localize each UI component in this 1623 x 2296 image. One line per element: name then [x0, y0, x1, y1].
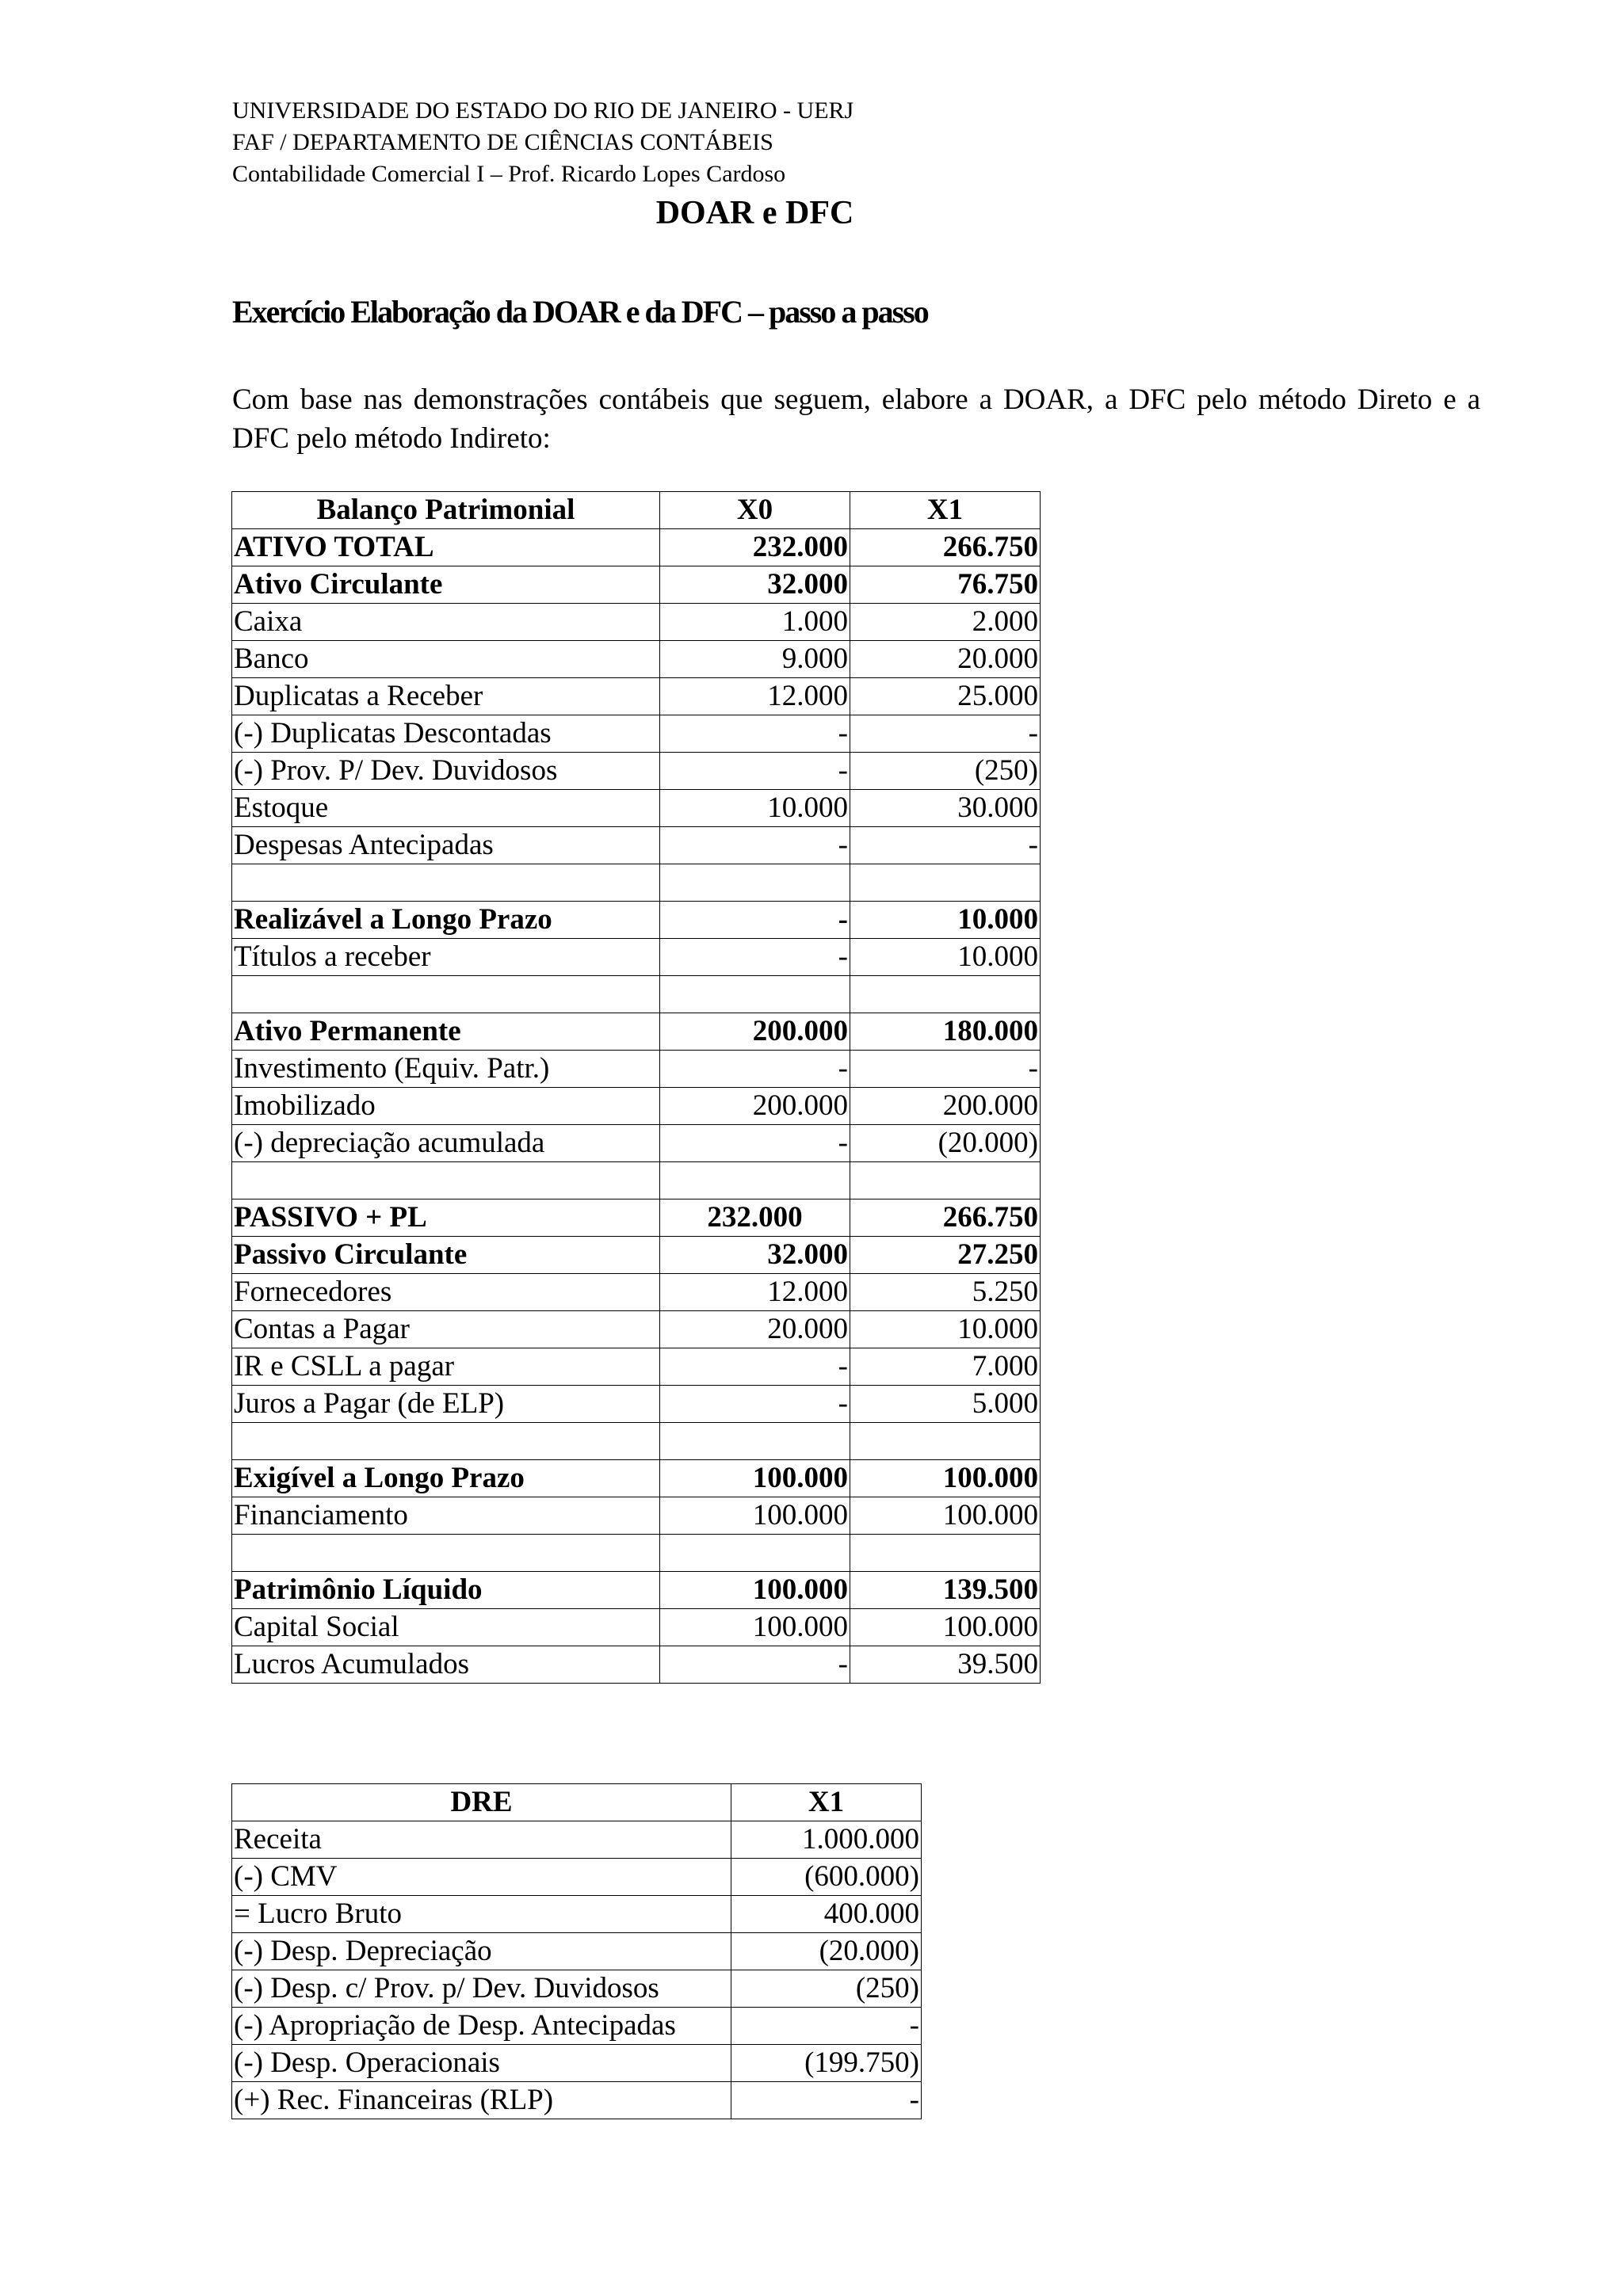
- dre-row: [232, 2045, 922, 2082]
- balance-sheet-row-x1: 25.000: [850, 678, 1041, 715]
- dre-row: [232, 1970, 922, 2008]
- dre-row: [232, 1821, 922, 1859]
- balance-sheet-row: [232, 1013, 1041, 1051]
- balance-sheet-row-x0: 200.000: [660, 1088, 850, 1125]
- intro-paragraph: Com base nas demonstrações contábeis que seguem, elabore a DOAR, a DFC pelo método Direto e a DFC pelo método Indireto:: [232, 383, 1480, 455]
- balance-sheet-row-x1: (20.000): [850, 1125, 1041, 1162]
- balance-sheet-row-x0: 200.000: [660, 1013, 850, 1051]
- balance-sheet-row-label: (-) Duplicatas Descontadas: [232, 715, 660, 753]
- balance-sheet-row-x0: -: [660, 715, 850, 753]
- balance-sheet-row-label: [232, 1535, 660, 1572]
- balance-sheet-row-x1: 100.000: [850, 1609, 1041, 1646]
- balance-sheet-row-label: [232, 1162, 660, 1199]
- balance-sheet-row: [232, 1460, 1041, 1497]
- balance-sheet-row: [232, 1423, 1041, 1460]
- balance-sheet-row-x1: -: [850, 1051, 1041, 1088]
- balance-sheet-row-label: Duplicatas a Receber: [232, 678, 660, 715]
- balance-sheet-row-label: [232, 976, 660, 1013]
- balance-sheet-row-label: Estoque: [232, 790, 660, 827]
- balance-sheet-row-x1: 76.750: [850, 566, 1041, 604]
- balance-sheet-row-x1: 20.000: [850, 641, 1041, 678]
- balance-sheet-row-label: Ativo Circulante: [232, 566, 660, 604]
- dre-row-label: = Lucro Bruto: [232, 1896, 731, 1933]
- balance-sheet-row-x0: -: [660, 902, 850, 939]
- balance-sheet-row-x0: 100.000: [660, 1460, 850, 1497]
- balance-sheet-row-x1: 100.000: [850, 1497, 1041, 1535]
- balance-sheet-row: [232, 1162, 1041, 1199]
- dre-row-label: (-) Desp. Depreciação: [232, 1933, 731, 1970]
- balance-sheet-row: [232, 1348, 1041, 1386]
- balance-sheet-row-x1: 266.750: [850, 529, 1041, 566]
- balance-sheet-row: [232, 1311, 1041, 1348]
- dre-row-x1: -: [731, 2008, 922, 2045]
- dre-row-x1: (600.000): [731, 1859, 922, 1896]
- balance-sheet-row: [232, 641, 1041, 678]
- balance-sheet-row-x0: -: [660, 1051, 850, 1088]
- balance-sheet-header-label: Balanço Patrimonial: [232, 492, 660, 529]
- balance-sheet-row-x1: 10.000: [850, 939, 1041, 976]
- balance-sheet-row-x0: 32.000: [660, 1237, 850, 1274]
- balance-sheet-row-label: Capital Social: [232, 1609, 660, 1646]
- balance-sheet-row-x1: (250): [850, 753, 1041, 790]
- header-department: FAF / DEPARTAMENTO DE CIÊNCIAS CONTÁBEIS: [232, 129, 773, 155]
- balance-sheet-row: [232, 1125, 1041, 1162]
- balance-sheet-row: [232, 827, 1041, 864]
- balance-sheet-row-label: Passivo Circulante: [232, 1237, 660, 1274]
- balance-sheet-row-label: Imobilizado: [232, 1088, 660, 1125]
- balance-sheet-row-x0: 100.000: [660, 1609, 850, 1646]
- dre-row-label: Receita: [232, 1821, 731, 1859]
- balance-sheet-row: [232, 678, 1041, 715]
- balance-sheet-row-x0: 20.000: [660, 1311, 850, 1348]
- balance-sheet-header-x0: X0: [660, 492, 850, 529]
- header-university: UNIVERSIDADE DO ESTADO DO RIO DE JANEIRO - UERJ: [232, 97, 854, 124]
- balance-sheet-row: [232, 1572, 1041, 1609]
- dre-row: [232, 2008, 922, 2045]
- balance-sheet-row-label: Fornecedores: [232, 1274, 660, 1311]
- balance-sheet-row-x1: 5.000: [850, 1386, 1041, 1423]
- balance-sheet-row: [232, 1646, 1041, 1684]
- balance-sheet-row-x0: -: [660, 1125, 850, 1162]
- balance-sheet-row-x0: 100.000: [660, 1572, 850, 1609]
- dre-row-label: (-) Desp. Operacionais: [232, 2045, 731, 2082]
- balance-sheet-row-x0: 1.000: [660, 604, 850, 641]
- balance-sheet-row-label: Patrimônio Líquido: [232, 1572, 660, 1609]
- dre-row-x1: (199.750): [731, 2045, 922, 2082]
- balance-sheet-row-x1: 27.250: [850, 1237, 1041, 1274]
- exercise-title: Exercício Elaboração da DOAR e da DFC – passo a passo: [232, 294, 928, 330]
- dre-row-x1: 400.000: [731, 1896, 922, 1933]
- balance-sheet-row-label: Despesas Antecipadas: [232, 827, 660, 864]
- dre-header-label: DRE: [232, 1784, 731, 1821]
- balance-sheet-row-x1: 2.000: [850, 604, 1041, 641]
- balance-sheet-row-label: Juros a Pagar (de ELP): [232, 1386, 660, 1423]
- balance-sheet-row: [232, 753, 1041, 790]
- dre-row: [232, 1859, 922, 1896]
- dre-row-x1: (250): [731, 1970, 922, 2008]
- balance-sheet-row-label: ATIVO TOTAL: [232, 529, 660, 566]
- balance-sheet-row-label: Contas a Pagar: [232, 1311, 660, 1348]
- dre-row-label: (-) Apropriação de Desp. Antecipadas: [232, 2008, 731, 2045]
- balance-sheet-row: [232, 604, 1041, 641]
- balance-sheet-row-x0: 100.000: [660, 1497, 850, 1535]
- balance-sheet-row-label: Financiamento: [232, 1497, 660, 1535]
- balance-sheet-row: [232, 715, 1041, 753]
- balance-sheet-row-label: Lucros Acumulados: [232, 1646, 660, 1684]
- balance-sheet-row-x1: [850, 976, 1041, 1013]
- balance-sheet-row: [232, 976, 1041, 1013]
- balance-sheet-row: [232, 1386, 1041, 1423]
- balance-sheet-row: [232, 902, 1041, 939]
- balance-sheet-header-row: [232, 492, 1041, 529]
- balance-sheet-row-label: Ativo Permanente: [232, 1013, 660, 1051]
- balance-sheet-row-label: [232, 864, 660, 902]
- balance-sheet-row-x1: 30.000: [850, 790, 1041, 827]
- balance-sheet-row: [232, 1237, 1041, 1274]
- balance-sheet-row-x1: 100.000: [850, 1460, 1041, 1497]
- balance-sheet-row-x0: [660, 1162, 850, 1199]
- balance-sheet-row-x0: 12.000: [660, 1274, 850, 1311]
- balance-sheet-row-x0: 32.000: [660, 566, 850, 604]
- balance-sheet-row: [232, 1535, 1041, 1572]
- balance-sheet-row-label: (-) Prov. P/ Dev. Duvidosos: [232, 753, 660, 790]
- balance-sheet-row-x1: 39.500: [850, 1646, 1041, 1684]
- balance-sheet-row: [232, 864, 1041, 902]
- dre-row: [232, 1933, 922, 1970]
- dre-row-label: (+) Rec. Financeiras (RLP): [232, 2082, 731, 2119]
- balance-sheet-row-x0: -: [660, 1646, 850, 1684]
- balance-sheet-row-x1: 180.000: [850, 1013, 1041, 1051]
- dre-row-x1: -: [731, 2082, 922, 2119]
- balance-sheet-row-x0: -: [660, 1386, 850, 1423]
- balance-sheet-row-x1: [850, 1423, 1041, 1460]
- balance-sheet-row-label: Investimento (Equiv. Patr.): [232, 1051, 660, 1088]
- balance-sheet-row-x0: 232.000: [660, 1199, 850, 1237]
- balance-sheet-row: [232, 1088, 1041, 1125]
- balance-sheet-row-x1: [850, 1162, 1041, 1199]
- balance-sheet-row-x0: 10.000: [660, 790, 850, 827]
- header-course: Contabilidade Comercial I – Prof. Ricardo Lopes Cardoso: [232, 161, 786, 187]
- balance-sheet-row-x1: 200.000: [850, 1088, 1041, 1125]
- balance-sheet-row-x1: 7.000: [850, 1348, 1041, 1386]
- balance-sheet-row-x0: 9.000: [660, 641, 850, 678]
- balance-sheet-row-x1: 10.000: [850, 1311, 1041, 1348]
- dre-header-x1: X1: [731, 1784, 922, 1821]
- dre-row-x1: (20.000): [731, 1933, 922, 1970]
- balance-sheet-header-x1: X1: [850, 492, 1041, 529]
- dre-row: [232, 1896, 922, 1933]
- balance-sheet-row-x0: [660, 864, 850, 902]
- balance-sheet-row: [232, 790, 1041, 827]
- balance-sheet-row-x1: [850, 864, 1041, 902]
- balance-sheet-row-x1: 266.750: [850, 1199, 1041, 1237]
- balance-sheet-row-x0: [660, 1535, 850, 1572]
- balance-sheet-row: [232, 939, 1041, 976]
- balance-sheet-row-label: Títulos a receber: [232, 939, 660, 976]
- balance-sheet-row-x0: -: [660, 1348, 850, 1386]
- balance-sheet-row: [232, 1199, 1041, 1237]
- balance-sheet-row-x0: -: [660, 939, 850, 976]
- balance-sheet-table: [231, 491, 1041, 1684]
- balance-sheet-row-x0: -: [660, 827, 850, 864]
- balance-sheet-row-x0: 232.000: [660, 529, 850, 566]
- balance-sheet-row-label: Banco: [232, 641, 660, 678]
- balance-sheet-row-label: IR e CSLL a pagar: [232, 1348, 660, 1386]
- balance-sheet-row-x1: 5.250: [850, 1274, 1041, 1311]
- dre-row: [232, 2082, 922, 2119]
- balance-sheet-row: [232, 529, 1041, 566]
- dre-row-x1: 1.000.000: [731, 1821, 922, 1859]
- balance-sheet-row-x1: [850, 1535, 1041, 1572]
- balance-sheet-row-x0: [660, 976, 850, 1013]
- document-title: DOAR e DFC: [655, 195, 854, 231]
- dre-table: [231, 1783, 922, 2119]
- balance-sheet-row-x1: -: [850, 715, 1041, 753]
- balance-sheet-row: [232, 1497, 1041, 1535]
- balance-sheet-row-x1: 139.500: [850, 1572, 1041, 1609]
- balance-sheet-row-x0: [660, 1423, 850, 1460]
- balance-sheet-row-x1: 10.000: [850, 902, 1041, 939]
- balance-sheet-row-label: [232, 1423, 660, 1460]
- balance-sheet-row: [232, 1609, 1041, 1646]
- balance-sheet-row-label: (-) depreciação acumulada: [232, 1125, 660, 1162]
- balance-sheet-row-label: Exigível a Longo Prazo: [232, 1460, 660, 1497]
- dre-row-label: (-) CMV: [232, 1859, 731, 1896]
- balance-sheet-row-x0: 12.000: [660, 678, 850, 715]
- dre-row-label: (-) Desp. c/ Prov. p/ Dev. Duvidosos: [232, 1970, 731, 2008]
- balance-sheet-row-x1: -: [850, 827, 1041, 864]
- balance-sheet-row-label: Caixa: [232, 604, 660, 641]
- dre-header-row: [232, 1784, 922, 1821]
- balance-sheet-row-x0: -: [660, 753, 850, 790]
- balance-sheet-row-label: Realizável a Longo Prazo: [232, 902, 660, 939]
- balance-sheet-row-label: PASSIVO + PL: [232, 1199, 660, 1237]
- balance-sheet-row: [232, 566, 1041, 604]
- balance-sheet-row: [232, 1274, 1041, 1311]
- balance-sheet-row: [232, 1051, 1041, 1088]
